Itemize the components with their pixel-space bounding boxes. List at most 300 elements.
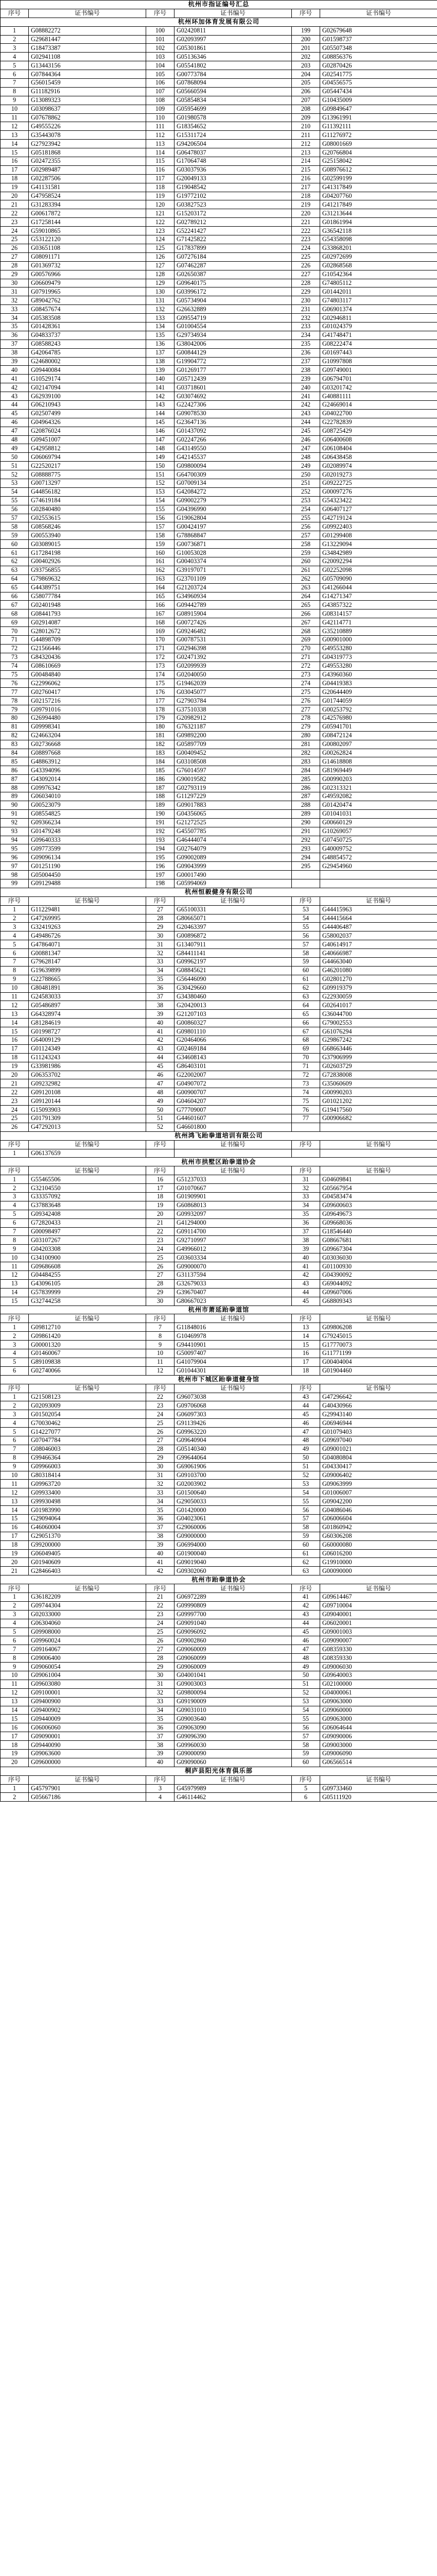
cert-cell: G80318414 (29, 1471, 146, 1480)
seq-cell: 19 (146, 1201, 174, 1210)
seq-cell: 9 (1, 1245, 29, 1253)
seq-cell: 15 (292, 1341, 320, 1349)
table-row (1, 827, 437, 836)
seq-cell: 37 (1, 340, 29, 348)
cert-cell: G08457674 (29, 305, 146, 314)
seq-cell: 6 (1, 1436, 29, 1445)
seq-cell: 157 (146, 522, 174, 531)
cert-cell: G02641017 (320, 1001, 437, 1010)
seq-cell: 230 (292, 296, 320, 305)
cert-cell: G20420013 (174, 1001, 292, 1010)
seq-cell: 33 (146, 1488, 174, 1497)
seq-cell: 50 (146, 1106, 174, 1114)
cert-cell: G20876024 (29, 427, 146, 435)
cert-cell: G00900707 (174, 1088, 292, 1097)
cert-cell: G29060006 (174, 1523, 292, 1532)
seq-cell: 32 (292, 1184, 320, 1193)
cert-cell: G09990809 (174, 1601, 292, 1610)
seq-cell: 215 (292, 165, 320, 174)
seq-cell: 27 (146, 1436, 174, 1445)
cert-cell: G41131581 (29, 183, 146, 192)
seq-cell: 210 (292, 122, 320, 131)
cert-cell: G00860327 (174, 1019, 292, 1027)
seq-cell: 288 (292, 801, 320, 809)
table-row (1, 1715, 437, 1723)
table-row (1, 653, 437, 662)
seq-cell: 133 (146, 314, 174, 323)
table-row (1, 809, 437, 818)
seq-cell: 22 (1, 1088, 29, 1097)
seq-cell: 33 (292, 1193, 320, 1201)
seq-cell: 60 (1, 540, 29, 549)
seq-cell: 156 (146, 514, 174, 522)
seq-cell: 5 (1, 1210, 29, 1218)
seq-cell: 222 (292, 227, 320, 235)
seq-cell: 52 (146, 1123, 174, 1131)
cert-cell: G36044700 (320, 1010, 437, 1019)
seq-cell: 58 (292, 1741, 320, 1750)
seq-cell: 110 (146, 113, 174, 122)
seq-cell: 47 (146, 1079, 174, 1088)
seq-cell: 35 (1, 322, 29, 331)
seq-cell: 50 (1, 453, 29, 462)
cert-cell: G49966012 (174, 1245, 292, 1253)
seq-cell: 39 (146, 1750, 174, 1758)
seq-cell: 199 (292, 26, 320, 35)
seq-cell: 19 (1, 1062, 29, 1071)
table-row (1, 279, 437, 287)
seq-cell: 24 (146, 1619, 174, 1628)
seq-cell: 6 (1, 1366, 29, 1375)
seq-cell: 131 (146, 296, 174, 305)
seq-cell: 35 (146, 1715, 174, 1723)
seq-cell: 49 (146, 1097, 174, 1106)
seq-cell: 1 (1, 26, 29, 35)
seq-cell: 66 (292, 1019, 320, 1027)
cert-cell: G09922403 (320, 522, 437, 531)
cert-cell: G55465506 (29, 1175, 146, 1184)
seq-cell: 49 (292, 1445, 320, 1453)
cert-cell: G01079403 (320, 1428, 437, 1436)
cert-cell: G50097407 (174, 1349, 292, 1358)
cert-cell (320, 1123, 437, 1131)
table-row (1, 1236, 437, 1245)
seq-cell: 173 (146, 662, 174, 670)
seq-cell: 45 (1, 409, 29, 418)
seq-cell: 283 (292, 757, 320, 766)
table-row (1, 1410, 437, 1419)
seq-cell: 184 (146, 757, 174, 766)
seq-header: 序号 (146, 9, 174, 18)
table-row (1, 1114, 437, 1123)
cert-cell: G10542364 (320, 270, 437, 279)
seq-cell: 34 (146, 966, 174, 975)
table-row (1, 1062, 437, 1071)
seq-header: 序号 (292, 896, 320, 905)
cert-cell: G09960030 (174, 1741, 292, 1750)
cert-cell: G31137594 (174, 1271, 292, 1280)
seq-cell: 27 (146, 1271, 174, 1280)
seq-cell: 278 (292, 714, 320, 723)
table-row (1, 731, 437, 740)
cert-header: 证书编号 (320, 1384, 437, 1393)
seq-cell: 41 (292, 1262, 320, 1271)
cert-cell: G02599199 (320, 174, 437, 183)
seq-cell: 5 (1, 940, 29, 949)
seq-cell: 8 (1, 1236, 29, 1245)
cert-cell: G09003000 (320, 1741, 437, 1750)
cert-cell: G11229481 (29, 905, 146, 914)
table-row (1, 1592, 437, 1601)
cert-cell: G01500640 (174, 1488, 292, 1497)
seq-cell: 70 (1, 627, 29, 636)
cert-header: 证书编号 (29, 1384, 146, 1393)
seq-cell: 70 (292, 1053, 320, 1062)
seq-cell: 6 (1, 1636, 29, 1645)
cert-cell: G02793119 (174, 784, 292, 792)
seq-cell: 37 (146, 992, 174, 1001)
cert-cell: G79869632 (29, 574, 146, 583)
seq-cell: 16 (1, 1723, 29, 1732)
cert-cell: G09603080 (29, 1680, 146, 1688)
cert-cell: G08667681 (320, 1236, 437, 1245)
cert-cell: G03827523 (174, 200, 292, 209)
seq-cell: 262 (292, 574, 320, 583)
seq-cell: 6 (1, 70, 29, 79)
seq-cell: 29 (146, 1663, 174, 1671)
table-row (1, 801, 437, 809)
seq-cell: 26 (1, 1123, 29, 1131)
seq-cell: 103 (146, 53, 174, 61)
seq-cell: 35 (146, 975, 174, 984)
table-row (1, 975, 437, 984)
table-row (1, 1706, 437, 1715)
seq-cell: 23 (146, 1610, 174, 1619)
seq-cell: 102 (146, 44, 174, 53)
seq-header: 序号 (1, 9, 29, 18)
cert-cell: G03098637 (29, 105, 146, 113)
cert-cell: G44389751 (29, 583, 146, 592)
table-row (1, 227, 437, 235)
cert-cell: G58002037 (320, 931, 437, 940)
cert-cell: G72820433 (29, 1218, 146, 1227)
cert-cell: G05854834 (174, 96, 292, 105)
seq-cell: 30 (146, 1462, 174, 1471)
seq-cell: 247 (292, 444, 320, 453)
seq-cell: 41 (146, 1027, 174, 1036)
cert-cell: G06069794 (29, 453, 146, 462)
seq-cell: 14 (1, 1288, 29, 1297)
seq-cell: 60 (292, 1540, 320, 1549)
cert-cell: G01791309 (29, 1114, 146, 1123)
seq-cell: 21 (146, 1592, 174, 1601)
seq-cell: 15 (1, 148, 29, 157)
seq-cell: 3 (1, 1341, 29, 1349)
cert-cell: G04609841 (320, 1175, 437, 1184)
cert-header: 证书编号 (174, 1775, 292, 1784)
seq-cell: 212 (292, 140, 320, 148)
cert-cell: G47958524 (29, 192, 146, 200)
cert-cell: G08568246 (29, 522, 146, 531)
table-row (1, 818, 437, 827)
seq-cell: 243 (292, 409, 320, 418)
seq-cell: 12 (1, 1001, 29, 1010)
cert-cell: G21508123 (29, 1393, 146, 1401)
cert-cell: G01041031 (320, 809, 437, 818)
cert-cell: G03651108 (29, 244, 146, 252)
cert-cell: G40009752 (320, 844, 437, 853)
cert-cell: G32744258 (29, 1297, 146, 1306)
cert-cell: G08856376 (320, 53, 437, 61)
seq-cell: 147 (146, 435, 174, 444)
cert-cell: G29734934 (174, 331, 292, 340)
table-row (1, 79, 437, 88)
table-row (1, 61, 437, 70)
cert-cell: G43092014 (29, 775, 146, 784)
cert-cell: G09003003 (174, 1680, 292, 1688)
cert-cell: G62939100 (29, 392, 146, 401)
seq-cell: 40 (146, 1549, 174, 1558)
section-title-row (1, 1131, 437, 1140)
cert-header: 证书编号 (29, 1775, 146, 1784)
seq-cell: 290 (292, 818, 320, 827)
header-row (1, 1584, 437, 1593)
cert-cell: G04356065 (174, 809, 292, 818)
cert-cell: G00090000 (320, 1567, 437, 1575)
cert-cell: G04023061 (174, 1514, 292, 1523)
table-row (1, 618, 437, 627)
seq-header: 序号 (292, 1166, 320, 1175)
cert-cell: G42576980 (320, 714, 437, 723)
seq-cell: 39 (146, 1010, 174, 1019)
seq-cell: 66 (1, 592, 29, 601)
cert-cell: G00727426 (174, 618, 292, 627)
cert-cell: G09749001 (320, 366, 437, 375)
seq-cell: 51 (1, 462, 29, 470)
cert-cell: G01904460 (320, 1366, 437, 1375)
seq-cell: 13 (1, 1010, 29, 1019)
seq-cell: 15 (1, 1514, 29, 1523)
table-row (1, 1723, 437, 1732)
cert-cell: G05541802 (174, 61, 292, 70)
seq-cell: 23 (146, 1401, 174, 1410)
cert-cell: G27903784 (174, 697, 292, 705)
seq-cell: 11 (1, 1480, 29, 1488)
cert-cell: G08472124 (320, 731, 437, 740)
cert-cell: G64009129 (29, 1036, 146, 1044)
cert-cell: G05734904 (174, 296, 292, 305)
cert-cell: G09096390 (174, 1732, 292, 1741)
cert-cell: G33357092 (29, 1193, 146, 1201)
table-row (1, 1079, 437, 1088)
cert-cell: G09096134 (29, 853, 146, 862)
cert-cell: G79002553 (320, 1019, 437, 1027)
seq-cell: 179 (146, 714, 174, 723)
table-row (1, 192, 437, 200)
seq-cell: 35 (146, 1506, 174, 1515)
seq-cell: 23 (1, 1097, 29, 1106)
seq-cell: 68 (1, 609, 29, 618)
seq-cell: 166 (146, 601, 174, 609)
seq-cell: 233 (292, 322, 320, 331)
seq-cell: 78 (1, 697, 29, 705)
cert-cell: G08046003 (29, 1445, 146, 1453)
cert-cell: G68663446 (320, 1044, 437, 1053)
seq-cell: 175 (146, 679, 174, 688)
seq-cell: 46 (292, 1419, 320, 1428)
seq-cell: 35 (292, 1210, 320, 1218)
seq-cell: 189 (146, 801, 174, 809)
seq-cell: 44 (292, 1401, 320, 1410)
cert-cell: G48854572 (320, 853, 437, 862)
seq-header: 序号 (146, 1140, 174, 1149)
cert-cell: G00617872 (29, 209, 146, 218)
cert-cell: G02736668 (29, 740, 146, 749)
cert-cell: G49553280 (320, 662, 437, 670)
seq-cell: 43 (292, 1610, 320, 1619)
seq-cell: 117 (146, 174, 174, 183)
cert-cell: G80665071 (174, 914, 292, 923)
seq-cell: 265 (292, 601, 320, 609)
table-row (1, 1184, 437, 1193)
seq-cell: 1 (1, 1323, 29, 1332)
cert-cell: G40666987 (320, 949, 437, 958)
cert-cell: G09006402 (320, 1471, 437, 1480)
seq-cell: 54 (1, 487, 29, 496)
seq-cell: 21 (1, 200, 29, 209)
cert-cell: G38042006 (174, 340, 292, 348)
cert-cell: G07276184 (174, 252, 292, 261)
table-row (1, 470, 437, 479)
cert-cell: G01024379 (320, 322, 437, 331)
cert-cell: G09000000 (174, 1532, 292, 1540)
cert-cell (320, 871, 437, 879)
seq-cell: 30 (146, 1297, 174, 1306)
cert-cell: G02287506 (29, 174, 146, 183)
cert-cell: G09190009 (174, 1697, 292, 1706)
cert-cell: G20464066 (174, 1036, 292, 1044)
seq-cell: 83 (1, 740, 29, 749)
seq-cell: 163 (146, 574, 174, 583)
cert-cell: G26994480 (29, 714, 146, 723)
seq-cell: 62 (292, 1558, 320, 1567)
cert-cell: G08441793 (29, 609, 146, 618)
seq-cell: 162 (146, 566, 174, 574)
table-row (1, 322, 437, 331)
seq-cell: 75 (292, 1097, 320, 1106)
seq-cell: 4 (1, 1349, 29, 1358)
section-title: 杭州市跆拳道协会 (1, 1575, 437, 1584)
cert-cell: G36542118 (320, 227, 437, 235)
seq-cell: 54 (292, 1488, 320, 1497)
cert-cell: G09919379 (320, 984, 437, 992)
seq-cell: 136 (146, 340, 174, 348)
cert-cell: G08897668 (29, 749, 146, 757)
cert-cell: G15311724 (174, 131, 292, 140)
seq-cell: 239 (292, 375, 320, 383)
cert-cell: G79245015 (320, 1332, 437, 1341)
cert-cell: G11848016 (174, 1323, 292, 1332)
seq-cell: 45 (292, 1410, 320, 1419)
seq-cell: 17 (146, 1184, 174, 1193)
seq-cell: 141 (146, 383, 174, 392)
seq-cell: 113 (146, 140, 174, 148)
seq-cell: 11 (1, 992, 29, 1001)
header-row (1, 1140, 437, 1149)
table-row (1, 844, 437, 853)
seq-cell: 77 (292, 1114, 320, 1123)
cert-cell: G06049405 (29, 1549, 146, 1558)
table-row (1, 757, 437, 766)
seq-cell: 47 (292, 1428, 320, 1436)
table-row (1, 879, 437, 888)
seq-cell: 240 (292, 383, 320, 392)
table-row (1, 531, 437, 540)
seq-cell: 30 (146, 1671, 174, 1680)
cert-cell: G09998341 (29, 722, 146, 731)
cert-cell: G49553280 (320, 644, 437, 653)
seq-cell: 245 (292, 427, 320, 435)
table-row (1, 583, 437, 592)
cert-cell: G00404004 (320, 1358, 437, 1366)
cert-cell: G00906682 (320, 1114, 437, 1123)
cert-cell: G05140340 (174, 1445, 292, 1453)
seq-cell: 17 (1, 1532, 29, 1540)
cert-cell: G53122120 (29, 235, 146, 244)
table-row (1, 1071, 437, 1079)
seq-cell: 20 (1, 1558, 29, 1567)
seq-cell: 63 (292, 992, 320, 1001)
seq-cell: 26 (146, 1636, 174, 1645)
seq-cell: 154 (146, 496, 174, 505)
cert-cell: G10997808 (320, 357, 437, 366)
table-row (1, 905, 437, 914)
table-row (1, 435, 437, 444)
seq-cell: 7 (1, 1227, 29, 1236)
cert-cell: G43096105 (29, 1279, 146, 1288)
table-row (1, 462, 437, 470)
cert-cell: G86403101 (174, 1062, 292, 1071)
seq-cell: 180 (146, 722, 174, 731)
seq-cell: 132 (146, 305, 174, 314)
table-row (1, 1201, 437, 1210)
seq-cell: 159 (146, 540, 174, 549)
cert-cell: G60868013 (174, 1201, 292, 1210)
seq-cell: 40 (146, 1019, 174, 1027)
table-row (1, 296, 437, 305)
cert-cell: G04001041 (174, 1671, 292, 1680)
cert-cell: G69061906 (174, 1462, 292, 1471)
seq-cell: 32 (146, 1688, 174, 1697)
cert-cell: G52241427 (174, 227, 292, 235)
seq-cell: 229 (292, 287, 320, 296)
seq-cell: 50 (292, 1453, 320, 1462)
seq-cell: 2 (1, 1793, 29, 1802)
seq-cell: 11 (146, 1358, 174, 1366)
seq-cell: 256 (292, 522, 320, 531)
cert-cell: G01420000 (174, 1506, 292, 1515)
table-row (1, 87, 437, 96)
cert-cell: G06020001 (320, 1619, 437, 1628)
seq-cell: 3 (1, 923, 29, 931)
cert-cell: G09976342 (29, 784, 146, 792)
table-row (1, 1453, 437, 1462)
cert-cell: G20463397 (174, 923, 292, 931)
cert-cell: G10469978 (174, 1332, 292, 1341)
cert-cell: G09849647 (320, 105, 437, 113)
seq-cell: 21 (146, 1218, 174, 1227)
seq-cell: 99 (1, 879, 29, 888)
